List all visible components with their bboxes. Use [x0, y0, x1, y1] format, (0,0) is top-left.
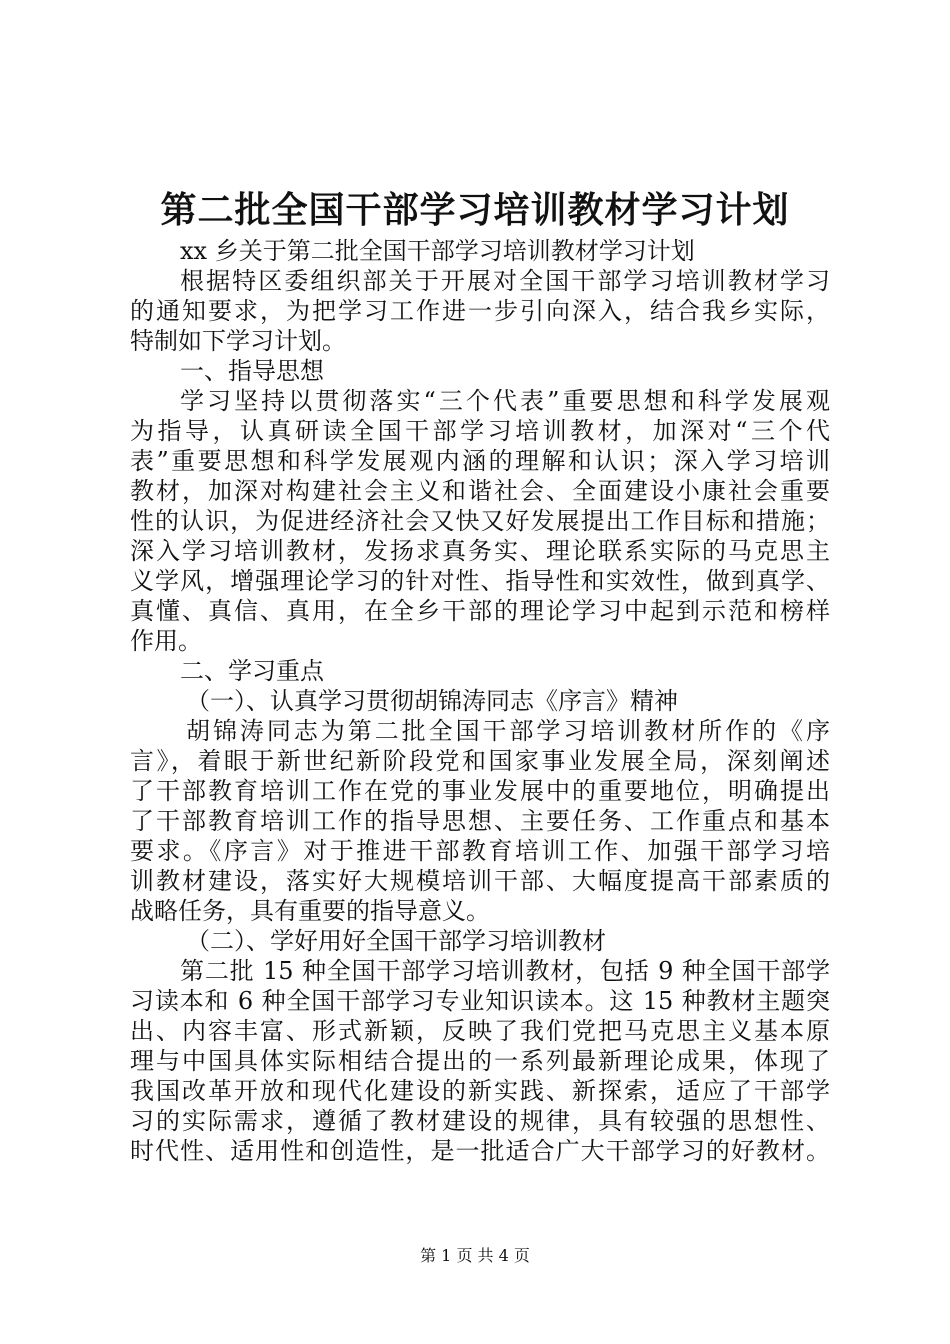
body-line: 训教材建设，落实好大规模培训干部、大幅度提高干部素质的	[130, 867, 830, 895]
body-line: 胡锦涛同志为第二批全国干部学习培训教材所作的《序	[186, 717, 830, 745]
body-line: 出、内容丰富、形式新颖，反映了我们党把马克思主义基本原	[130, 1017, 830, 1045]
body-line: 要求。《序言》对于推进干部教育培训工作、加强干部学习培	[130, 837, 830, 865]
section-heading: 二、学习重点	[180, 657, 324, 685]
document-title: 第二批全国干部学习培训教材学习计划	[160, 189, 790, 231]
body-line: 第二批 15 种全国干部学习培训教材，包括 9 种全国干部学	[180, 957, 830, 985]
page-number: 第 1 页 共 4 页	[420, 1246, 530, 1265]
document-body	[130, 236, 830, 1166]
body-line: xx 乡关于第二批全国干部学习培训教材学习计划	[180, 237, 695, 265]
body-line: 性的认识，为促进经济社会又快又好发展提出工作目标和措施；	[130, 507, 830, 535]
body-line: 根据特区委组织部关于开展对全国干部学习培训教材学习	[180, 267, 830, 295]
body-line: 了干部教育培训工作在党的事业发展中的重要地位，明确提出	[130, 777, 830, 805]
body-line: 表”重要思想和科学发展观内涵的理解和认识；深入学习培训	[130, 447, 830, 475]
body-line: 战略任务，具有重要的指导意义。	[130, 897, 490, 925]
body-line: 为指导，认真研读全国干部学习培训教材，加深对“三个代	[130, 417, 830, 445]
body-line: 习读本和 6 种全国干部学习专业知识读本。这 15 种教材主题突	[130, 987, 830, 1015]
body-line: 时代性、适用性和创造性，是一批适合广大干部学习的好教材。	[130, 1137, 830, 1165]
body-line: 学习坚持以贯彻落实“三个代表”重要思想和科学发展观	[180, 387, 830, 415]
body-line: 我国改革开放和现代化建设的新实践、新探索，适应了干部学	[130, 1077, 830, 1105]
body-line: 教材，加深对构建社会主义和谐社会、全面建设小康社会重要	[130, 477, 830, 505]
subsection-heading: （一）、认真学习贯彻胡锦涛同志《序言》精神	[186, 687, 678, 715]
section-heading: 一、指导思想	[180, 357, 324, 385]
subsection-heading: （二）、学好用好全国干部学习培训教材	[186, 927, 606, 955]
body-line: 特制如下学习计划。	[130, 327, 346, 355]
body-line: 真懂、真信、真用，在全乡干部的理论学习中起到示范和榜样	[130, 597, 830, 625]
body-line: 言》，着眼于新世纪新阶段党和国家事业发展全局，深刻阐述	[130, 747, 830, 775]
body-line: 理与中国具体实际相结合提出的一系列最新理论成果，体现了	[130, 1047, 830, 1075]
body-line: 作用。	[130, 627, 202, 655]
body-line: 习的实际需求，遵循了教材建设的规律，具有较强的思想性、	[130, 1107, 830, 1135]
body-line: 了干部教育培训工作的指导思想、主要任务、工作重点和基本	[130, 807, 830, 835]
body-line: 深入学习培训教材，发扬求真务实、理论联系实际的马克思主	[130, 537, 830, 565]
body-line: 义学风，增强理论学习的针对性、指导性和实效性，做到真学、	[130, 567, 830, 595]
body-line: 的通知要求，为把学习工作进一步引向深入，结合我乡实际，	[130, 297, 830, 325]
